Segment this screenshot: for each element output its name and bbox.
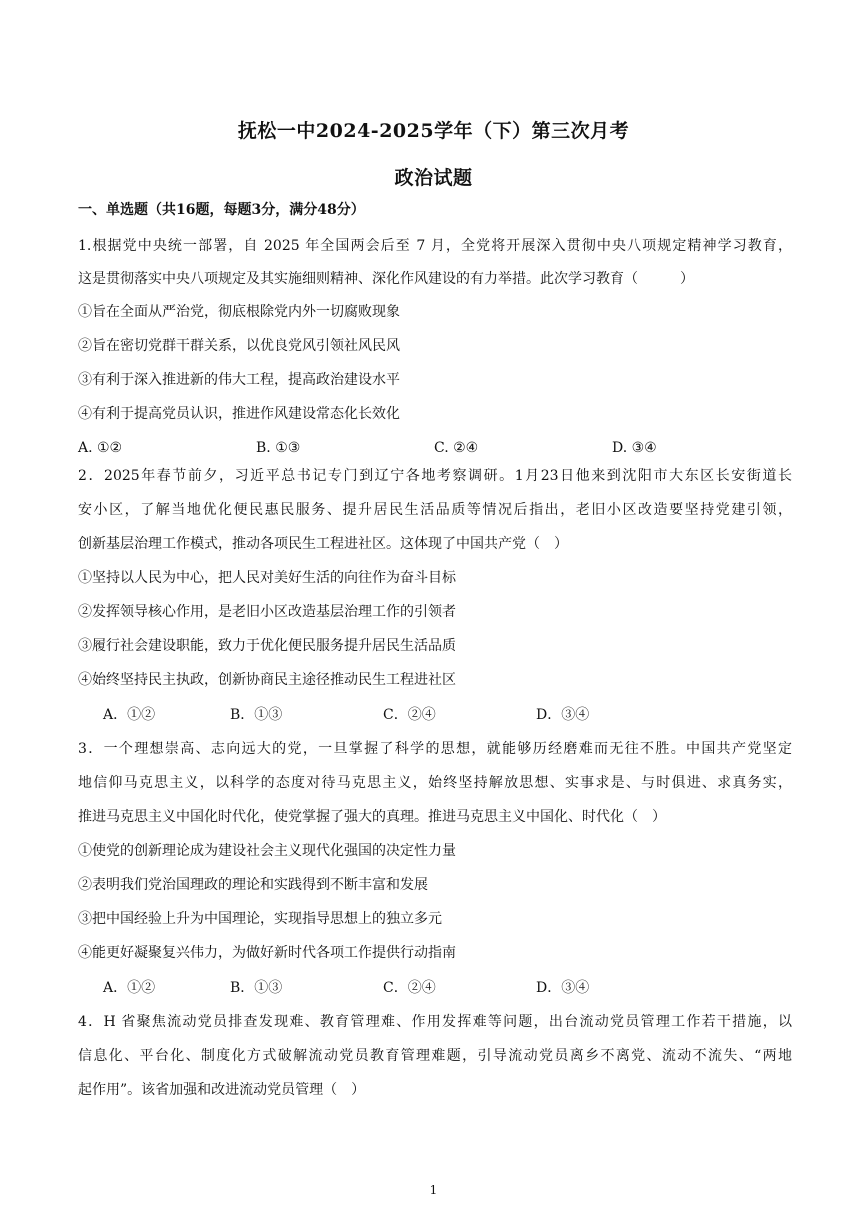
q1-statement-1: ①旨在全面从严治党，彻底根除党内外一切腐败现象 bbox=[78, 304, 400, 320]
q3-option-d[interactable]: D．③④ bbox=[536, 980, 590, 996]
q2-statement-3: ③履行社会建设职能，致力于优化便民服务提升居民生活品质 bbox=[78, 638, 456, 654]
q2-stem-line-3: 创新基层治理工作模式，推动各项民生工程进社区。这体现了中国共产党（ ） bbox=[78, 536, 568, 552]
exam-title: 抚松一中2024-2025学年（下）第三次月考 bbox=[237, 120, 630, 142]
q2-option-a[interactable]: A．①② bbox=[103, 707, 156, 723]
q3-statement-3: ③把中国经验上升为中国理论，实现指导思想上的独立多元 bbox=[78, 911, 442, 927]
q3-stem-line-2: 地信仰马克思主义，以科学的态度对待马克思主义，始终坚持解放思想、实事求是、与时俱进、求真务实， bbox=[78, 775, 792, 791]
q1-option-c[interactable]: C. ②④ bbox=[434, 440, 479, 456]
q4-stem-line-1: 4．H 省聚焦流动党员排查发现难、教育管理难、作用发挥难等问题，出台流动党员管理工作若干措施，以 bbox=[78, 1014, 792, 1030]
q2-option-b[interactable]: B．①③ bbox=[230, 707, 283, 723]
q3-option-c[interactable]: C．②④ bbox=[383, 980, 436, 996]
q1-stem-line-2: 这是贯彻落实中央八项规定及其实施细则精神、深化作风建设的有力举措。此次学习教育（ ） bbox=[78, 271, 694, 287]
q2-stem-line-1: 2．2025年春节前夕，习近平总书记专门到辽宁各地考察调研。1月23日他来到沈阳市大东区长安街道长 bbox=[78, 468, 792, 484]
q3-option-a[interactable]: A．①② bbox=[103, 980, 156, 996]
q2-statement-1: ①坚持以人民为中心，把人民对美好生活的向往作为奋斗目标 bbox=[78, 570, 456, 586]
q3-statement-2: ②表明我们党治国理政的理论和实践得到不断丰富和发展 bbox=[78, 877, 428, 893]
q4-stem-line-2: 信息化、平台化、制度化方式破解流动党员教育管理难题，引导流动党员离乡不离党、流动不流失、“两地 bbox=[78, 1048, 792, 1064]
q2-option-c[interactable]: C．②④ bbox=[383, 707, 436, 723]
q1-statement-2: ②旨在密切党群干群关系，以优良党风引领社风民风 bbox=[78, 338, 400, 354]
page-number: 1 bbox=[429, 1183, 438, 1197]
q1-option-b[interactable]: B. ①③ bbox=[256, 440, 301, 456]
q2-option-d[interactable]: D．③④ bbox=[536, 707, 590, 723]
q3-statement-1: ①使党的创新理论成为建设社会主义现代化强国的决定性力量 bbox=[78, 843, 456, 859]
q1-option-a[interactable]: A. ①② bbox=[78, 440, 123, 456]
q3-stem-line-1: 3．一个理想崇高、志向远大的党，一旦掌握了科学的思想，就能够历经磨难而无往不胜。中国共产党坚定 bbox=[78, 741, 792, 757]
exam-subtitle: 政治试题 bbox=[394, 167, 473, 189]
q1-statement-4: ④有利于提高党员认识，推进作风建设常态化长效化 bbox=[78, 406, 400, 422]
q3-stem-line-3: 推进马克思主义中国化时代化，使党掌握了强大的真理。推进马克思主义中国化、时代化（ ） bbox=[78, 809, 666, 825]
section-heading: 一、单选题（共16题，每题3分，满分48分） bbox=[78, 202, 365, 218]
q1-stem-line-1: 1.根据党中央统一部署，自 2025 年全国两会后至 7 月，全党将开展深入贯彻中央八项规定精神学习教育， bbox=[78, 238, 792, 254]
q3-option-b[interactable]: B．①③ bbox=[230, 980, 283, 996]
q1-option-d[interactable]: D. ③④ bbox=[612, 440, 657, 456]
q3-statement-4: ④能更好凝聚复兴伟力，为做好新时代各项工作提供行动指南 bbox=[78, 945, 456, 961]
q1-statement-3: ③有利于深入推进新的伟大工程，提高政治建设水平 bbox=[78, 372, 400, 388]
q2-statement-2: ②发挥领导核心作用，是老旧小区改造基层治理工作的引领者 bbox=[78, 604, 456, 620]
q4-stem-line-3: 起作用”。该省加强和改进流动党员管理（ ） bbox=[78, 1082, 366, 1098]
q2-statement-4: ④始终坚持民主执政，创新协商民主途径推动民生工程进社区 bbox=[78, 672, 456, 688]
q2-stem-line-2: 安小区，了解当地优化便民惠民服务、提升居民生活品质等情况后指出，老旧小区改造要坚持党建引领， bbox=[78, 502, 792, 518]
